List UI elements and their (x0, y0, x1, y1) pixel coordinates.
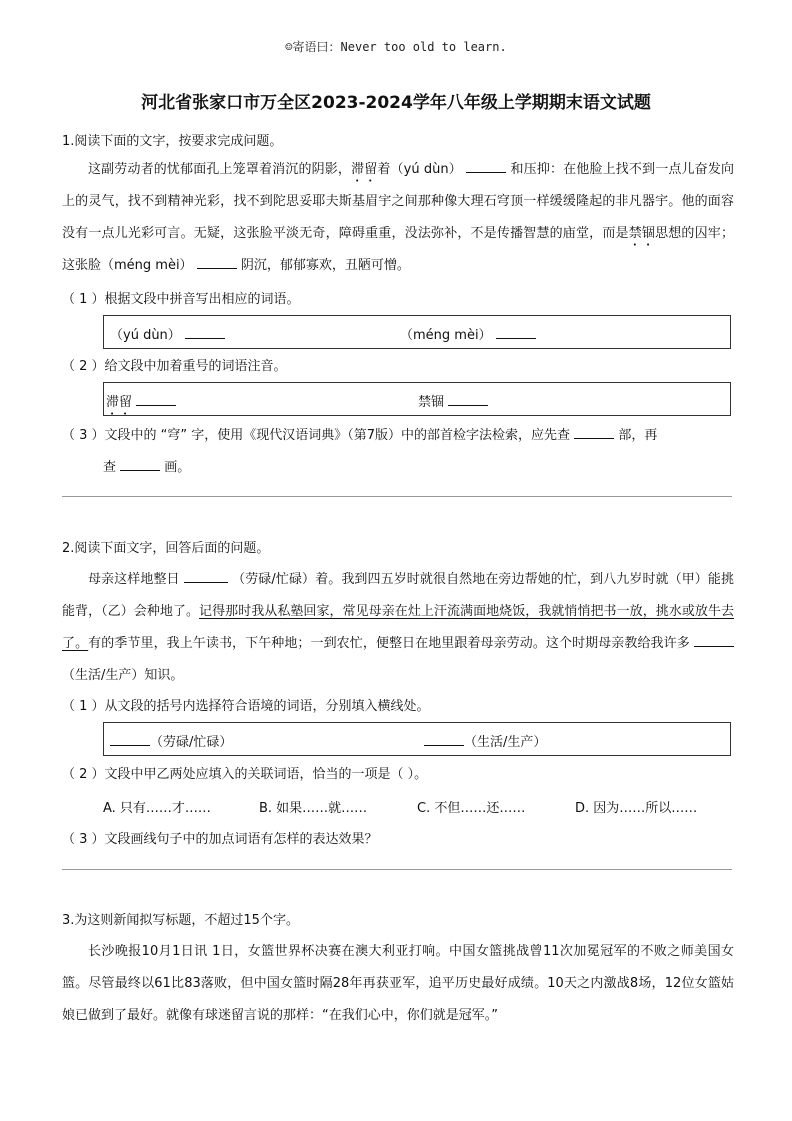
option-b[interactable]: B. 如果……就…… (259, 801, 368, 816)
q3-stem: 3.为这则新闻拟写标题，不超过15个字。 (62, 913, 299, 928)
q1-answer-box-2: 滞留 禁锢 (103, 382, 731, 416)
q1-sub2: （ 2 ）给文段中加着重号的词语注音。 (62, 359, 287, 374)
blank-mengmei[interactable] (197, 254, 237, 269)
answer-blank-jingu[interactable] (448, 391, 488, 406)
q1-passage: 这副劳动者的忧郁面孔上笼罩着消沉的阴影，滞留着（yú dùn） 和压抑：在他脸上找不到一点儿奋发向上的灵气，找不到精神光彩，找不到陀思妥耶夫斯基眉宇之间那种像大理石穹顶一样缓缓隆起的非凡器宇。他的面容没有一点儿光彩可言。无疑，这张脸平淡无奇，障碍重重，没法弥补，不是传播智慧的庙堂，而是禁锢思想的囚牢；这张脸（méng mèi） 阴沉，郁郁寡欢，丑陋可憎。 (62, 154, 734, 284)
q3-news-passage: 长沙晚报10月1日讯 1日，女篮世界杯决赛在澳大利亚打响。中国女篮挑战曾11次加冕冠军的不败之师美国女篮。尽管最终以61比83落败，但中国女篮时隔28年再获亚军，追平历史最好成绩。10天之内激战8场，12位女篮姑娘已做到了最好。就像有球迷留言说的那样：“在我们心中，你们就是冠军。” (62, 944, 734, 1023)
underlined-sentence: 记得那时我从私塾回家，常见母亲在灶上汗流满面地烧饭，我就悄悄把书一放，挑水或放牛去了。 (62, 604, 734, 651)
emphasis-word-jingu: 禁锢 (628, 226, 656, 241)
q1-sub1: （ 1 ）根据文段中拼音写出相应的词语。 (62, 292, 300, 307)
section-divider (62, 869, 732, 870)
q2-sub3: （ 3 ）文段画线句子中的加点词语有怎样的表达效果？ (62, 832, 378, 847)
q1-sub3: （ 3 ）文段中的 “穹” 字，使用《现代汉语词典》（第7版）中的部首检字法检索，应先查 部，再 (62, 424, 734, 446)
q2-answer-box-1: （劳碌/忙碌） （生活/生产） (103, 722, 731, 756)
q2-passage: 母亲这样地整日 （劳碌/忙碌）着。我到四五岁时就很自然地在旁边帮她的忙，到八九岁时就（甲）能挑能背，（乙）会种地了。记得那时我从私塾回家，常见母亲在灶上汗流满面地烧饭，我就悄悄把书一放，挑水或放牛去了。有的季节里，我上午读书，下午种地；一到农忙，便整日在地里跟着母亲劳动。这个时期母亲教给我许多 （生活/生产）知识。 (62, 564, 734, 692)
q1-sub3-cont: 查 画。 (103, 456, 775, 478)
emphasis-word-zhiliu: 滞留 (351, 162, 378, 177)
answer-blank-shenghuo[interactable] (424, 731, 464, 746)
q1-answer-box-1: （yú dùn） （méng mèi） (103, 315, 731, 349)
answer-blank-mengmei[interactable] (496, 324, 536, 339)
option-a[interactable]: A. 只有……才…… (103, 801, 211, 816)
page-title: 河北省张家口市万全区2023-2024学年八年级上学期期末语文试题 (141, 93, 651, 113)
blank-shenghuo[interactable] (694, 632, 734, 647)
blank-laolu[interactable] (184, 568, 228, 583)
option-c[interactable]: C. 不但……还…… (417, 801, 526, 816)
answer-blank-zhiliu[interactable] (136, 391, 176, 406)
q2-sub1: （ 1 ）从文段的括号内选择符合语境的词语，分别填入横线处。 (62, 699, 430, 714)
q2-sub2: （ 2 ）文段中甲乙两处应填入的关联词语，恰当的一项是（ ）。 (62, 767, 428, 782)
section-divider (62, 496, 732, 497)
blank-radical[interactable] (574, 424, 614, 439)
answer-blank-yudun[interactable] (185, 324, 225, 339)
q2-stem: 2.阅读下面文字，回答后面的问题。 (62, 541, 270, 556)
q1-stem: 1.阅读下面的文字，按要求完成问题。 (62, 134, 283, 149)
blank-yudun[interactable] (466, 158, 506, 173)
answer-blank-laolu[interactable] (110, 731, 150, 746)
motto-header: ☺寄语曰：Never too old to learn. (285, 40, 507, 54)
option-d[interactable]: D. 因为……所以…… (575, 801, 698, 816)
blank-stroke-count[interactable] (120, 456, 160, 471)
